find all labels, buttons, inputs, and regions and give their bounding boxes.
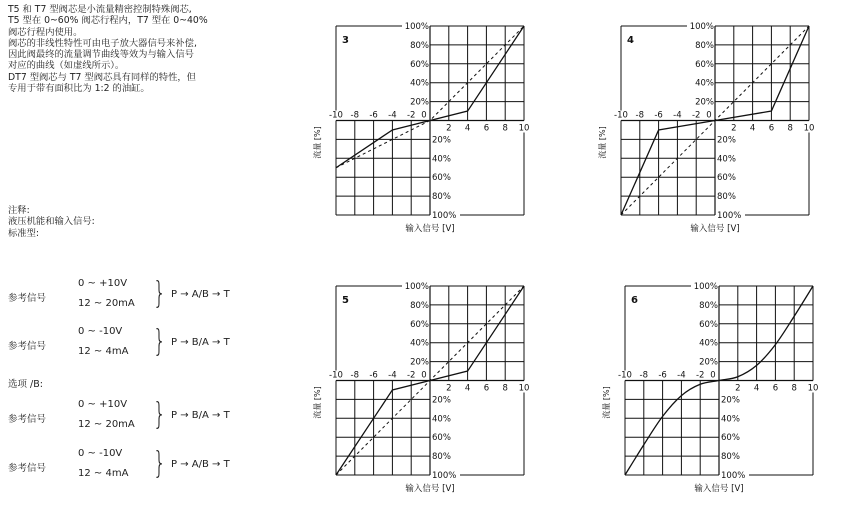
flow-direction: P → A/B → T [171,289,230,300]
note-line: 液压机能和输入信号: [8,216,95,228]
y-tick-label: 60% [699,319,718,330]
x-tick-label: -2 [406,110,416,121]
x-tick-label: -2 [691,110,701,121]
reference-signal-block [8,448,268,484]
flow-chart-5 [306,276,546,506]
y-tick-label: 80% [432,452,451,463]
x-tick-label: -6 [369,370,378,381]
chart-number: 5 [342,295,349,306]
brace-icon: } [152,446,167,481]
flow-direction: P → B/A → T [171,410,230,421]
reference-signal-block [8,399,268,435]
y-tick-label: 60% [717,173,736,184]
y-tick-label: 20% [432,135,451,146]
x-tick-label: 0 [421,370,427,381]
intro-line: DT7 型阀芯与 T7 型阀芯具有同样的特性，但 [8,71,196,83]
intro-line: 因此阀最终的流量调节曲线等效为与输入信号 [8,49,194,61]
x-tick-label: 4 [753,383,760,394]
note-line: 标准型: [8,227,40,239]
y-tick-label: 80% [695,40,714,51]
reference-label: 参考信号 [8,414,47,425]
x-tick-label: -6 [658,370,667,381]
x-tick-label: -4 [388,370,397,381]
intro-line: 阀芯行程内使用。 [8,26,83,38]
x-tick-label: 6 [768,123,775,134]
x-axis-label: 输入信号 [V] [694,484,744,494]
intro-line: T5 和 T7 型阀芯是小流量精密控制特殊阀芯, [8,4,192,15]
reference-label: 参考信号 [8,341,47,352]
reference-signal-block [8,278,268,314]
y-tick-label: 40% [699,338,718,349]
intro-line: 对应的曲线（如虚线所示）。 [8,60,125,72]
y-tick-label: 100% [721,471,746,481]
reference-signal-block [8,326,268,362]
x-tick-label: 8 [502,383,508,394]
x-tick-label: -10 [614,110,628,121]
x-tick-label: -10 [329,110,343,121]
x-tick-label: -4 [677,370,686,381]
intro-line: T5 型在 0~60% 阀芯行程内，T7 型在 0~40% [8,15,208,27]
y-axis-label: 流量 [%] [598,126,607,159]
y-tick-label: 60% [432,433,451,444]
y-tick-label: 100% [432,211,457,221]
y-tick-label: 80% [410,40,429,51]
x-tick-label: -4 [673,110,682,121]
x-tick-label: 8 [502,123,508,134]
y-tick-label: 60% [410,319,429,330]
y-tick-label: 80% [717,192,736,203]
x-tick-label: 6 [483,383,490,394]
flow-chart-3 [306,16,546,246]
y-tick-label: 40% [432,414,451,425]
y-tick-label: 20% [695,97,714,108]
y-axis-label: 流量 [%] [602,386,611,419]
y-tick-label: 80% [432,192,451,203]
x-tick-label: 10 [518,123,530,134]
x-tick-label: 10 [518,383,530,394]
chart-number: 4 [627,35,634,46]
y-tick-label: 60% [410,59,429,70]
y-tick-label: 100% [717,211,742,221]
x-axis-label: 输入信号 [V] [690,224,740,234]
x-tick-label: -8 [635,110,645,121]
x-tick-label: 0 [421,110,427,121]
y-tick-label: 20% [410,357,429,368]
x-tick-label: 4 [464,123,471,134]
flow-direction: P → A/B → T [171,459,230,470]
y-tick-label: 80% [699,300,718,311]
y-tick-label: 20% [721,395,740,406]
x-tick-label: 10 [803,123,815,134]
x-axis-label: 输入信号 [V] [405,484,455,494]
flow-chart-6 [595,276,835,506]
x-tick-label: 6 [483,123,490,134]
y-tick-label: 100% [693,282,718,292]
y-tick-label: 20% [717,135,736,146]
note-line: 注释: [8,205,30,216]
x-tick-label: -10 [618,370,632,381]
option-b-label: 选项 /B: [8,379,43,390]
brace-icon: } [152,276,167,311]
intro-line: 专用于带有面积比为 1:2 的油缸。 [8,83,150,95]
x-tick-label: -10 [329,370,343,381]
chart-number: 3 [342,35,349,46]
reference-label: 参考信号 [8,463,47,474]
chart-number: 6 [631,295,638,306]
y-axis-label: 流量 [%] [313,126,322,159]
brace-icon: } [152,324,167,359]
y-tick-label: 100% [432,471,457,481]
y-tick-label: 40% [410,78,429,89]
x-tick-label: 2 [446,383,452,394]
y-axis-label: 流量 [%] [313,386,322,419]
y-tick-label: 40% [432,154,451,165]
y-tick-label: 40% [717,154,736,165]
x-tick-label: 0 [706,110,712,121]
y-tick-label: 20% [432,395,451,406]
intro-line: 阀芯的非线性特性可由电子放大器信号来补偿, [8,37,197,49]
voltage-range: 0 ~ -10V [78,326,123,337]
x-tick-label: -6 [654,110,663,121]
y-tick-label: 40% [695,78,714,89]
x-tick-label: -4 [388,110,397,121]
intro-text [8,4,298,94]
y-tick-label: 40% [721,414,740,425]
y-tick-label: 100% [689,22,714,32]
x-tick-label: -8 [350,370,360,381]
x-axis-label: 输入信号 [V] [405,224,455,234]
flow-direction: P → B/A → T [171,337,230,348]
voltage-range: 0 ~ -10V [78,448,123,459]
x-tick-label: -8 [350,110,360,121]
x-tick-label: 0 [710,370,716,381]
y-tick-label: 100% [404,22,429,32]
x-tick-label: 4 [464,383,471,394]
reference-label: 参考信号 [8,293,47,304]
notes [8,205,95,239]
current-range: 12 ~ 4mA [78,468,129,479]
y-tick-label: 60% [721,433,740,444]
x-tick-label: 8 [787,123,793,134]
x-tick-label: -2 [695,370,705,381]
x-tick-label: -2 [406,370,416,381]
y-tick-label: 20% [410,97,429,108]
x-tick-label: 10 [807,383,819,394]
x-tick-label: 2 [731,123,737,134]
y-tick-label: 40% [410,338,429,349]
x-tick-label: 8 [791,383,797,394]
current-range: 12 ~ 20mA [78,298,135,309]
brace-icon: } [152,397,167,432]
y-tick-label: 20% [699,357,718,368]
y-tick-label: 60% [695,59,714,70]
x-tick-label: -8 [639,370,649,381]
x-tick-label: 2 [735,383,741,394]
x-tick-label: 2 [446,123,452,134]
y-tick-label: 100% [404,282,429,292]
flow-chart-4 [591,16,831,246]
y-tick-label: 60% [432,173,451,184]
voltage-range: 0 ~ +10V [78,399,128,410]
x-tick-label: 6 [772,383,779,394]
x-tick-label: -6 [369,110,378,121]
current-range: 12 ~ 4mA [78,346,129,357]
y-tick-label: 80% [410,300,429,311]
x-tick-label: 4 [749,123,756,134]
y-tick-label: 80% [721,452,740,463]
current-range: 12 ~ 20mA [78,419,135,430]
voltage-range: 0 ~ +10V [78,278,128,289]
